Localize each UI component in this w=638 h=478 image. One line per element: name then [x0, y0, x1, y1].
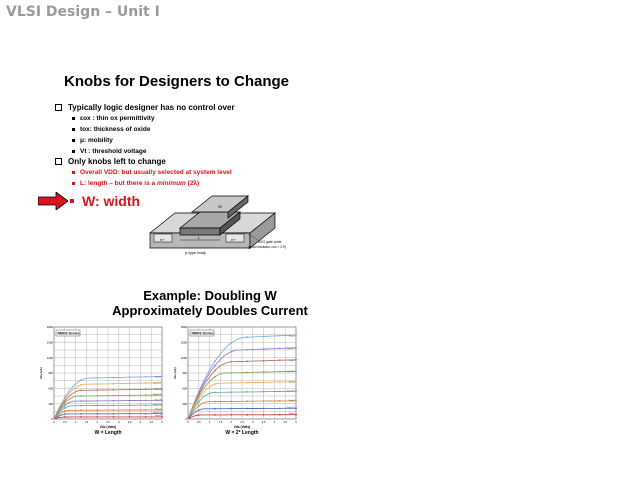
data-point [214, 376, 216, 378]
data-point [263, 336, 265, 338]
series-label: Vgs=4.5 [152, 382, 161, 385]
data-point [113, 416, 115, 418]
data-point [295, 359, 297, 361]
data-point [64, 402, 66, 404]
data-point [129, 394, 131, 396]
data-point [129, 404, 131, 406]
series-label: Vgs=3.5 [152, 394, 161, 397]
data-point [145, 394, 147, 396]
data-point [230, 372, 232, 374]
data-point [161, 413, 163, 415]
y-tick-label: 900 [48, 371, 53, 376]
data-point [198, 405, 200, 407]
w-dimension-label: W [218, 204, 222, 209]
data-point [80, 400, 82, 402]
x-tick-label: 4 [139, 421, 142, 424]
data-point [161, 376, 163, 378]
data-point [145, 413, 147, 415]
data-point [80, 409, 82, 411]
data-point [64, 410, 66, 412]
data-point [145, 389, 147, 391]
data-point [145, 376, 147, 378]
series-label: Vgs=1 [154, 415, 161, 418]
data-point [214, 365, 216, 367]
slide2-title-line2: Approximately Doubles Current [112, 303, 308, 318]
series-label: Vgs=1.5 [286, 406, 295, 409]
y-tick-label: 0 [185, 417, 187, 422]
data-point [247, 414, 249, 416]
data-point [145, 404, 147, 406]
data-point [80, 413, 82, 415]
data-point [113, 405, 115, 407]
data-point [247, 391, 249, 393]
data-point [64, 416, 66, 418]
data-point [263, 414, 265, 416]
y-axis-label: Ids (uA) [39, 367, 43, 379]
data-point [295, 347, 297, 349]
data-point [80, 379, 82, 381]
x-tick-label: 4.5 [149, 421, 154, 424]
y-tick-label: 300 [182, 401, 187, 406]
series-label: Vgs=4 [288, 359, 295, 362]
x-tick-label: 5 [295, 421, 297, 424]
data-point [214, 414, 216, 416]
data-point [80, 405, 82, 407]
series-label: Vgs=1.5 [152, 412, 161, 415]
sub-bullet-vdd: Overall VDD: but usually selected at system level [72, 168, 232, 177]
data-point [263, 360, 265, 362]
x-tick-label: 1.5 [218, 421, 223, 424]
series-label: Vgs=5 [288, 335, 295, 338]
series-label: Vgs=3 [288, 381, 295, 384]
gate-oxide-note: (good insulator, εox = 3.9) [248, 245, 286, 249]
slide2-title-line1: Example: Doubling W [143, 288, 277, 303]
data-point [145, 409, 147, 411]
series-label: Vgs=5 [154, 376, 161, 379]
data-point [279, 359, 281, 361]
x-tick-label: 0 [53, 421, 55, 424]
data-point [279, 400, 281, 402]
data-point [96, 389, 98, 391]
data-point [279, 381, 281, 383]
data-point [129, 409, 131, 411]
y-tick-label: 300 [48, 401, 53, 406]
data-point [161, 382, 163, 384]
series-label: Vgs=4.5 [286, 348, 295, 351]
data-point [129, 389, 131, 391]
data-point [279, 414, 281, 416]
bullet-text: Typically logic designer has no control over [68, 103, 235, 112]
data-point [247, 400, 249, 402]
sub-bullet-permittivity: εox : thin ox permittivity [72, 114, 155, 123]
data-point [214, 370, 216, 372]
data-point [247, 408, 249, 410]
data-point [247, 360, 249, 362]
data-point [145, 382, 147, 384]
data-point [64, 400, 66, 402]
width-bullet-text: W: width [82, 193, 141, 209]
x-tick-label: 1 [74, 421, 77, 424]
data-point [113, 377, 115, 379]
data-point [161, 409, 163, 411]
data-point [230, 361, 232, 363]
data-point [263, 400, 265, 402]
x-tick-label: 0 [187, 421, 189, 424]
data-point [247, 382, 249, 384]
x-tick-label: 1.5 [84, 421, 89, 424]
y-tick-label: 600 [48, 386, 53, 391]
data-point [198, 414, 200, 416]
data-point [80, 416, 82, 418]
data-point [96, 377, 98, 379]
data-point [214, 383, 216, 385]
data-point [96, 413, 98, 415]
series-label: Vgs=2 [288, 399, 295, 402]
data-point [263, 382, 265, 384]
data-point [214, 401, 216, 403]
data-point [295, 334, 297, 336]
data-point [295, 370, 297, 372]
bullet-knobs-left [55, 157, 166, 167]
data-point [80, 395, 82, 397]
data-point [230, 391, 232, 393]
data-point [96, 400, 98, 402]
data-point [279, 391, 281, 393]
data-point [247, 349, 249, 351]
gate-oxide-label: SiO2 gate oxide [258, 240, 282, 244]
data-point [96, 395, 98, 397]
data-point [96, 383, 98, 385]
panel-label: NMOS Device [191, 331, 214, 336]
checkbox-bullet-icon [55, 104, 62, 111]
data-point [64, 405, 66, 407]
x-tick-label: 3.5 [261, 421, 266, 424]
data-point [198, 401, 200, 403]
data-point [113, 409, 115, 411]
x-tick-label: 2.5 [106, 421, 110, 424]
y-tick-label: 0 [51, 417, 53, 422]
data-point [198, 398, 200, 400]
width-bullet-row [38, 190, 140, 212]
data-point [80, 384, 82, 386]
header-title: VLSI Design – Unit I [6, 4, 160, 20]
series-label: Vgs=2.5 [286, 390, 295, 393]
data-point [161, 388, 163, 390]
series-label: Vgs=2.5 [152, 403, 161, 406]
y-tick-label: 1800 [180, 325, 187, 330]
bullet-no-control [55, 103, 235, 113]
substrate-label: p-type body [185, 250, 206, 255]
iv-chart-w-equals-l [38, 323, 168, 441]
chart-caption: W = Length [94, 430, 122, 436]
data-point [263, 408, 265, 410]
red-arrow-icon [38, 192, 68, 210]
data-point [96, 405, 98, 407]
data-point [161, 394, 163, 396]
data-point [247, 372, 249, 374]
data-point [80, 390, 82, 392]
data-point [198, 409, 200, 411]
data-point [295, 407, 297, 409]
x-tick-label: 2 [230, 421, 232, 424]
y-tick-label: 1500 [180, 340, 187, 345]
data-point [295, 381, 297, 383]
x-tick-label: 3 [252, 421, 254, 424]
data-point [161, 404, 163, 406]
data-point [129, 416, 131, 418]
y-tick-label: 600 [182, 386, 187, 391]
data-point [214, 408, 216, 410]
x-tick-label: 2 [96, 421, 98, 424]
data-point [113, 383, 115, 385]
sub-bullet-threshold: Vt : threshold voltage [72, 147, 146, 156]
iv-chart-w-equals-2l [172, 323, 302, 441]
data-point [279, 335, 281, 337]
data-point [145, 416, 147, 418]
data-point [64, 413, 66, 415]
sub-bullet-mobility: μ: mobility [72, 136, 113, 145]
data-point [198, 396, 200, 398]
series-label: Vgs=1 [288, 413, 295, 416]
x-tick-label: 2.5 [240, 421, 244, 424]
data-point [113, 395, 115, 397]
mosfet-diagram [140, 188, 300, 260]
data-point [279, 348, 281, 350]
data-point [64, 407, 66, 409]
data-point [161, 399, 163, 401]
chart-caption: W = 2* Length [225, 430, 259, 436]
x-tick-label: 4.5 [283, 421, 288, 424]
data-point [230, 342, 232, 344]
series-label: Vgs=3 [154, 399, 161, 402]
checkbox-bullet-icon [55, 158, 62, 165]
bullet-text: Only knobs left to change [68, 157, 166, 166]
x-tick-label: 4 [273, 421, 276, 424]
data-point [230, 414, 232, 416]
data-point [129, 400, 131, 402]
n-plus-left-label: n+ [160, 237, 165, 242]
sub-bullet-length: L: length – but there is a minimum (2λ) [72, 179, 199, 188]
y-tick-label: 1200 [46, 355, 53, 360]
data-point [214, 360, 216, 362]
series-label: Vgs=2 [154, 408, 161, 411]
x-tick-label: 0.5 [62, 421, 67, 424]
data-point [145, 400, 147, 402]
data-point [214, 392, 216, 394]
x-axis-label: Vds (Volts) [233, 425, 251, 429]
data-point [129, 413, 131, 415]
data-point [161, 416, 163, 418]
panel-label: NMOS Device [57, 331, 80, 336]
slide1-title: Knobs for Designers to Change [64, 73, 290, 90]
series-label: Vgs=4 [154, 388, 161, 391]
x-tick-label: 0.5 [196, 421, 201, 424]
data-point [129, 376, 131, 378]
data-point [129, 383, 131, 385]
y-tick-label: 1500 [46, 340, 53, 345]
x-tick-label: 3 [118, 421, 120, 424]
data-point [113, 413, 115, 415]
data-point [263, 391, 265, 393]
data-point [295, 414, 297, 416]
x-tick-label: 5 [161, 421, 163, 424]
data-point [279, 408, 281, 410]
n-plus-right-label: n+ [231, 237, 236, 242]
y-tick-label: 900 [182, 371, 187, 376]
data-point [295, 400, 297, 402]
x-axis-label: Vds (Volts) [99, 425, 117, 429]
data-point [247, 336, 249, 338]
x-tick-label: 1 [208, 421, 211, 424]
series-label: Vgs=3.5 [286, 371, 295, 374]
data-point [230, 401, 232, 403]
y-tick-label: 1800 [46, 325, 53, 330]
data-point [96, 416, 98, 418]
data-point [263, 371, 265, 373]
data-point [96, 409, 98, 411]
data-point [230, 351, 232, 353]
y-tick-label: 1200 [180, 355, 187, 360]
data-point [279, 371, 281, 373]
l-dimension-label: L [198, 235, 201, 240]
data-point [113, 400, 115, 402]
sub-bullet-thickness: tox: thickness of oxide [72, 125, 150, 134]
data-point [230, 408, 232, 410]
data-point [113, 389, 115, 391]
data-point [263, 348, 265, 350]
y-axis-label: Ids (uA) [173, 367, 177, 379]
data-point [230, 382, 232, 384]
data-point [295, 390, 297, 392]
x-tick-label: 3.5 [127, 421, 132, 424]
